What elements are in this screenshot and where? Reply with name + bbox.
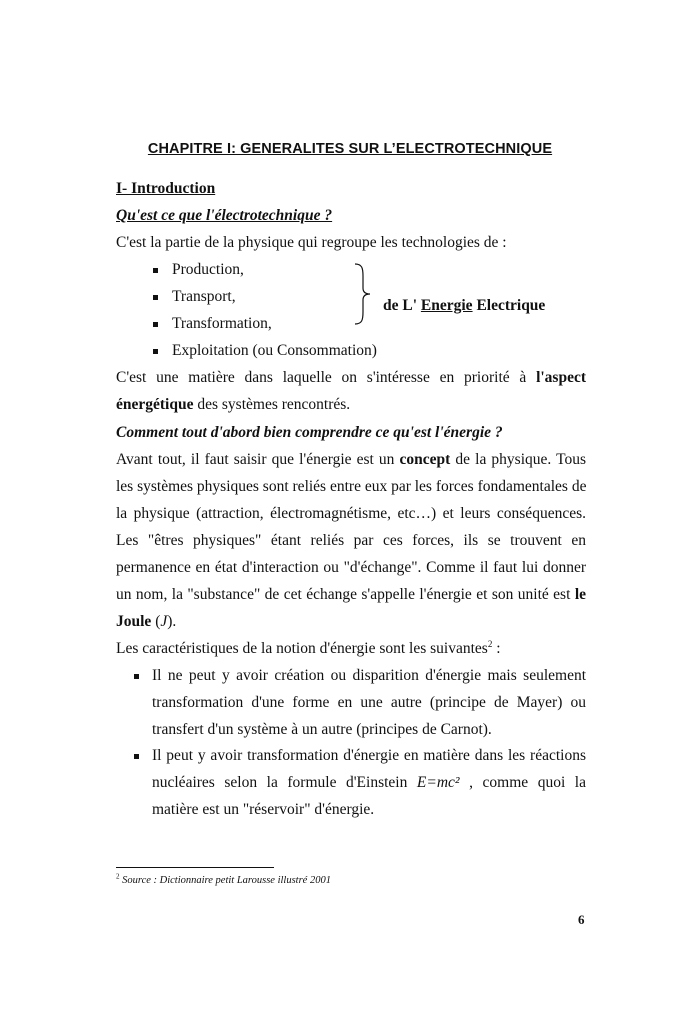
- bold-text: le: [574, 586, 586, 603]
- text-run: un nom, la "substance" de cet échange s'appelle l'énergie et son unité est: [116, 586, 575, 603]
- square-bullet-icon: [134, 674, 139, 679]
- text-run: nucléaires selon la formule d'Einstein: [152, 774, 417, 791]
- paragraph-line: la physique (attraction, électromagnétisme, etc…) et leurs conséquences.: [116, 505, 586, 522]
- energy-suffix: Electrique: [472, 297, 546, 314]
- list-item: Transformation,: [172, 315, 272, 332]
- bullet-line: Il peut y avoir transformation d'énergie en matière dans les réactions: [152, 747, 586, 764]
- energy-prefix: de L': [383, 297, 421, 314]
- question-heading-1: Qu'est ce que l'électrotechnique ?: [116, 207, 333, 224]
- bullet-line: transformation d'une forme en une autre (principe de Mayer) ou: [152, 694, 586, 711]
- text-run: Les caractéristiques de la notion d'énergie sont les suivantes: [116, 640, 488, 657]
- question-heading-2: Comment tout d'abord bien comprendre ce qu'est l'énergie ?: [116, 424, 503, 441]
- bullet-line: transfert d'un système à un autre (principes de Carnot).: [152, 721, 492, 738]
- text-run: , comme quoi la: [459, 774, 586, 791]
- bold-text: Joule: [116, 613, 152, 630]
- footnote-divider: [116, 867, 274, 868]
- list-item: Production,: [172, 261, 244, 278]
- paragraph-line: [116, 396, 350, 414]
- page-number: 6: [578, 912, 585, 927]
- text-run: des systèmes rencontrés.: [193, 396, 351, 413]
- square-bullet-icon: [153, 295, 158, 300]
- text-run: ).: [167, 613, 177, 630]
- footnote-number: 2: [116, 872, 120, 881]
- section-title: I- Introduction: [116, 180, 216, 197]
- square-bullet-icon: [153, 268, 158, 273]
- paragraph-line: Les "êtres physiques" étant reliés par ces forces, ils se trouvent en: [116, 532, 586, 549]
- square-bullet-icon: [153, 349, 158, 354]
- paragraph-line: permanence en état d'interaction ou "d'échange". Comme il faut lui donner: [116, 559, 586, 576]
- footnote-text: Source : Dictionnaire petit Larousse illustré 2001: [119, 875, 331, 886]
- paragraph-line: [116, 640, 501, 658]
- list-item: Transport,: [172, 288, 236, 305]
- bullet-line: Il ne peut y avoir création ou disparition d'énergie mais seulement: [152, 667, 586, 684]
- text-run: :: [492, 640, 501, 657]
- einstein-formula: E=mc²: [416, 774, 460, 791]
- italic-text: J: [160, 613, 168, 630]
- definition-text: C'est la partie de la physique qui regroupe les technologies de :: [116, 234, 507, 251]
- square-bullet-icon: [134, 754, 139, 759]
- chapter-title: CHAPITRE I: GENERALITES SUR L’ELECTROTECHNIQUE: [147, 141, 553, 157]
- energy-label: [383, 297, 545, 315]
- footnote: [116, 872, 331, 886]
- text-run: Avant tout, il faut saisir que l'énergie est un: [116, 451, 400, 468]
- footnote-ref[interactable]: 2: [487, 638, 493, 649]
- paragraph-line: [116, 586, 586, 604]
- curly-brace-icon: [352, 262, 374, 326]
- bold-text: l'aspect: [536, 369, 586, 386]
- bullet-line: [152, 774, 586, 792]
- list-item: Exploitation (ou Consommation): [172, 342, 377, 359]
- paragraph-line: [116, 613, 176, 631]
- bold-text: concept: [399, 451, 451, 468]
- text-run: C'est une matière dans laquelle on s'intéresse en priorité à: [116, 369, 537, 386]
- bullet-line: matière est un "réservoir" d'énergie.: [152, 801, 375, 818]
- text-run: (: [151, 613, 161, 630]
- energy-word: Energie: [420, 297, 473, 314]
- text-run: de la physique. Tous: [450, 451, 587, 468]
- paragraph-line: les systèmes physiques sont reliés entre eux par les forces fondamentales de: [116, 478, 587, 495]
- paragraph-line: [116, 451, 586, 469]
- bold-text: énergétique: [116, 396, 194, 413]
- paragraph-line: [116, 369, 586, 387]
- square-bullet-icon: [153, 322, 158, 327]
